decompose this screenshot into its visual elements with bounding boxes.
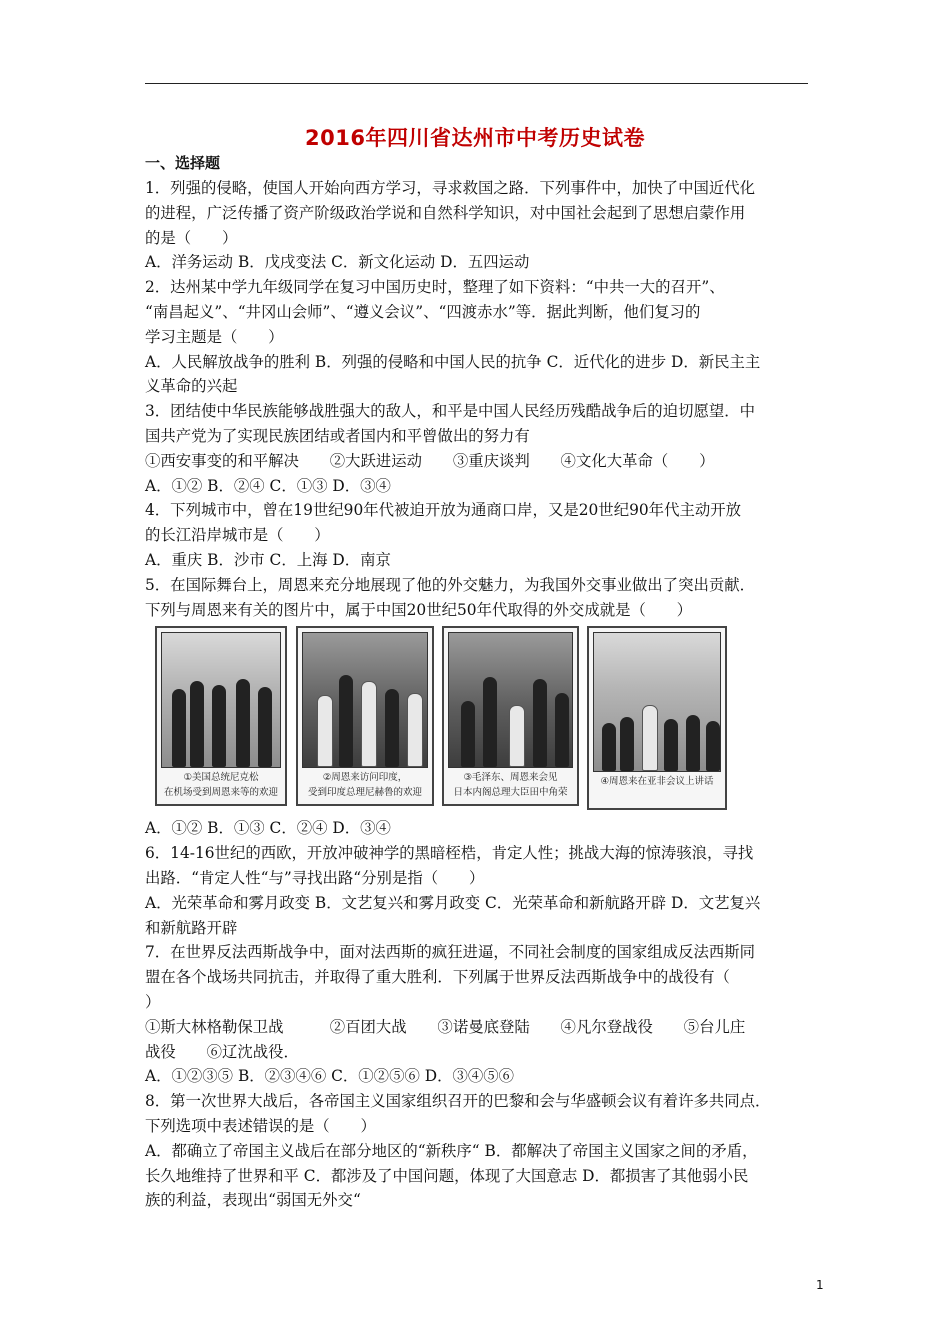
photo-1-image <box>161 632 281 768</box>
question-6 <box>145 841 810 940</box>
question-options: 长久地维持了世界和平 C．都涉及了中国问题，体现了大国意志 D．都损害了其他弱小民 <box>145 1166 749 1185</box>
page-number: 1 <box>816 1278 824 1292</box>
question-stem-line: 国共产党为了实现民族团结或者国内和平曾做出的努力有 <box>145 426 530 445</box>
question-stem-line: 4．下列城市中，曾在19世纪90年代被迫开放为通商口岸，又是20世纪90年代主动开放 <box>145 501 742 520</box>
question-3 <box>145 399 810 498</box>
question-stem-line: 的进程，广泛传播了资产阶级政治学说和自然科学知识，对中国社会起到了思想启蒙作用 <box>145 203 746 222</box>
photo-1 <box>155 626 287 806</box>
photo-strip <box>155 626 810 810</box>
question-options: A．①②③⑤ B．②③④⑥ C．①②⑤⑥ D．③④⑤⑥ <box>145 1067 515 1086</box>
question-options: A．光荣革命和雾月政变 B．文艺复兴和雾月政变 C．光荣革命和新航路开辟 D．文艺复兴 <box>145 893 761 912</box>
question-stem-line: 的长江沿岸城市是（ ） <box>145 526 330 545</box>
question-stem-line: 下列选项中表述错误的是（ ） <box>145 1116 376 1135</box>
question-options: A．重庆 B．沙市 C．上海 D．南京 <box>145 550 391 569</box>
question-stem-line: ） <box>145 992 161 1011</box>
photo-caption: 在机场受到周恩来等的欢迎 <box>163 787 278 799</box>
question-4 <box>145 498 810 572</box>
exam-content <box>145 152 810 1213</box>
photo-3 <box>442 626 579 806</box>
page-title: 2016年四川省达州市中考历史试卷 <box>305 126 645 150</box>
question-options: 和新航路开辟 <box>145 918 238 937</box>
question-stem-line: 学习主题是（ ） <box>145 327 284 346</box>
question-options: A．①② B．②④ C．①③ D．③④ <box>145 476 391 495</box>
question-stem-line: “南昌起义”、“井冈山会师”、“遵义会议”、“四渡赤水”等．据此判断，他们复习的 <box>145 302 701 321</box>
question-1 <box>145 176 810 275</box>
photo-2 <box>296 626 434 806</box>
question-options: 义革命的兴起 <box>145 377 238 396</box>
question-stem-line: 5．在国际舞台上，周恩来充分地展现了他的外交魅力，为我国外交事业做出了突出贡献． <box>145 575 756 594</box>
section-heading: 一、选择题 <box>145 154 221 172</box>
question-stem-line: ①斯大林格勒保卫战 ②百团大战 ③诺曼底登陆 ④凡尔登战役 ⑤台儿庄 <box>145 1017 746 1036</box>
question-stem-line: 3．团结使中华民族能够战胜强大的敌人，和平是中国人民经历残酷战争后的迫切愿望．中 <box>145 402 756 421</box>
photo-caption: ①美国总统尼克松 <box>183 772 259 784</box>
question-options: A．都确立了帝国主义战后在部分地区的“新秩序“ B．都解决了帝国主义国家之间的矛盾， <box>145 1141 758 1160</box>
photo-caption: ②周恩来访问印度， <box>322 772 408 784</box>
photo-2-image <box>302 632 428 768</box>
question-stem-line: ①西安事变的和平解决 ②大跃进运动 ③重庆谈判 ④文化大革命（ ） <box>145 451 715 470</box>
question-2 <box>145 275 810 399</box>
photo-caption: ③毛泽东、周恩来会见 <box>463 772 558 784</box>
question-options: A．人民解放战争的胜利 B．列强的侵略和中国人民的抗争 C．近代化的进步 D．新民主主 <box>145 352 761 371</box>
question-stem-line: 6．14-16世纪的西欧，开放冲破神学的黑暗桎梏，肯定人性；挑战大海的惊涛骇浪，寻找 <box>145 844 754 863</box>
photo-4-image <box>593 632 721 772</box>
header-rule <box>145 83 808 84</box>
question-options: A．①② B．①③ C．②④ D．③④ <box>145 819 391 838</box>
photo-4 <box>587 626 727 810</box>
question-stem-line: 的是（ ） <box>145 228 238 247</box>
question-stem-line: 2．达州某中学九年级同学在复习中国历史时，整理了如下资料：“中共一大的召开”、 <box>145 278 725 297</box>
question-stem-line: 盟在各个战场共同抗击，并取得了重大胜利．下列属于世界反法西斯战争中的战役有（ <box>145 968 730 987</box>
photo-3-image <box>448 632 573 768</box>
question-stem-line: 1．列强的侵略，使国人开始向西方学习，寻求救国之路．下列事件中，加快了中国近代化 <box>145 179 756 197</box>
photo-caption: 受到印度总理尼赫鲁的欢迎 <box>307 787 422 799</box>
question-options: A．洋务运动 B．戊戌变法 C．新文化运动 D．五四运动 <box>145 253 530 272</box>
question-options: 族的利益，表现出“弱国无外交“ <box>145 1191 361 1210</box>
photo-caption: 日本内阁总理大臣田中角荣 <box>453 787 568 799</box>
question-stem-line: 战役 ⑥辽沈战役． <box>145 1042 299 1061</box>
question-stem-line: 下列与周恩来有关的图片中，属于中国20世纪50年代取得的外交成就是（ ） <box>145 600 693 619</box>
question-stem-line: 8．第一次世界大战后，各帝国主义国家组织召开的巴黎和会与华盛顿会议有着许多共同点． <box>145 1092 771 1111</box>
question-5 <box>145 573 810 841</box>
question-8 <box>145 1089 810 1213</box>
photo-caption: ④周恩来在亚非会议上讲话 <box>600 776 714 788</box>
question-stem-line: 出路．“肯定人性“与”寻找出路“分别是指（ ） <box>145 868 485 887</box>
question-7 <box>145 940 810 1089</box>
question-stem-line: 7．在世界反法西斯战争中，面对法西斯的疯狂进逼，不同社会制度的国家组成反法西斯同 <box>145 943 756 962</box>
